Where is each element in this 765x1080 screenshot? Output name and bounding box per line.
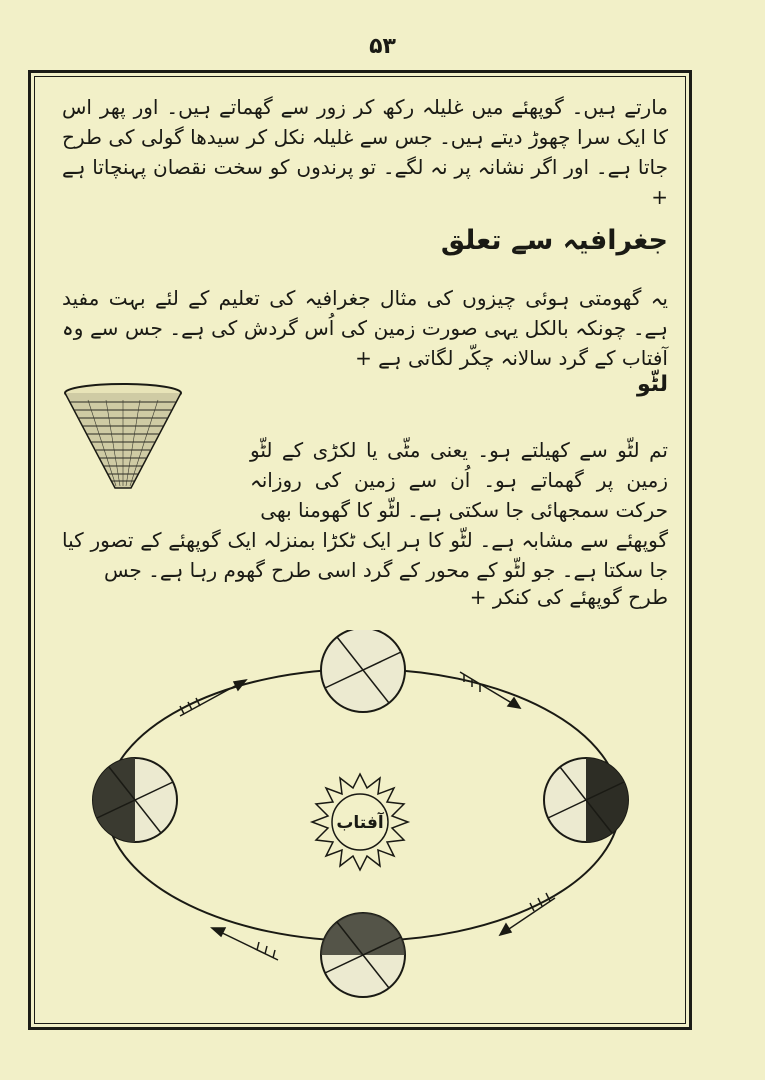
- arrow-top-left-icon: [180, 680, 246, 716]
- paragraph-geography: یہ گھومتی ہوئی چیزوں کی مثال جغرافیہ کی تعلیم کے لئے بہت مفید ہے۔ چونکہ بالکل یہی صورت زمین کی اُس گردش کی ہے۔ جس سے وہ آفتاب کے گرد سالانہ چکّر لگاتی ہے +: [62, 286, 668, 370]
- earth-top: [321, 630, 405, 712]
- spinning-top-illustration: [58, 380, 188, 495]
- section-heading-geography: جغرافیہ سے تعلق: [440, 225, 668, 256]
- arrow-bottom-left-icon: [212, 928, 278, 960]
- earth-orbit-diagram: [80, 630, 660, 1010]
- paragraph-top-part1: تم لٹّو سے کھیلتے ہو۔ یعنی مٹّی یا لکڑی کے لٹّو زمین پر گھماتے ہو۔ اُن سے زمین کی روزانہ حرکت سمجھائی جا سکتی ہے۔ لٹّو کا گھومنا بھی: [250, 438, 668, 522]
- paragraph-top-part2: گوپھئے سے مشابہ ہے۔ لٹّو کا ہر ایک ٹکڑا بمنزلہ ایک گوپھئے کے تصور کیا جا سکتا ہے۔ جو لٹّو کے محور کے گرد اسی طرح گھوم رہا ہے۔ جس: [62, 528, 668, 582]
- earth-bottom: [321, 913, 405, 997]
- sun-label: آفتاب: [336, 813, 384, 833]
- earth-right: [544, 758, 628, 842]
- page-number: ۵۳: [369, 34, 396, 59]
- paragraph-sling: مارتے ہیں۔ گوپھئے میں غلیلہ رکھ کر زور سے گھماتے ہیں۔ اور پھر اس کا ایک سرا چھوڑ دیتے ہیں۔ جس سے غلیلہ نکل کر سیدھا گولی کی طرح جاتا ہے۔ اور اگر نشانہ پر نہ لگے۔ تو پرندوں کو سخت نقصان پہنچاتا ہے +: [62, 95, 668, 209]
- paragraph-top-part3: طرح گوپھئے کی کنکر +: [469, 585, 668, 609]
- section-heading-top: لٹّو: [636, 372, 668, 397]
- sun-icon: [312, 774, 408, 870]
- arrow-top-right-icon: [460, 672, 520, 708]
- earth-left: [93, 758, 177, 842]
